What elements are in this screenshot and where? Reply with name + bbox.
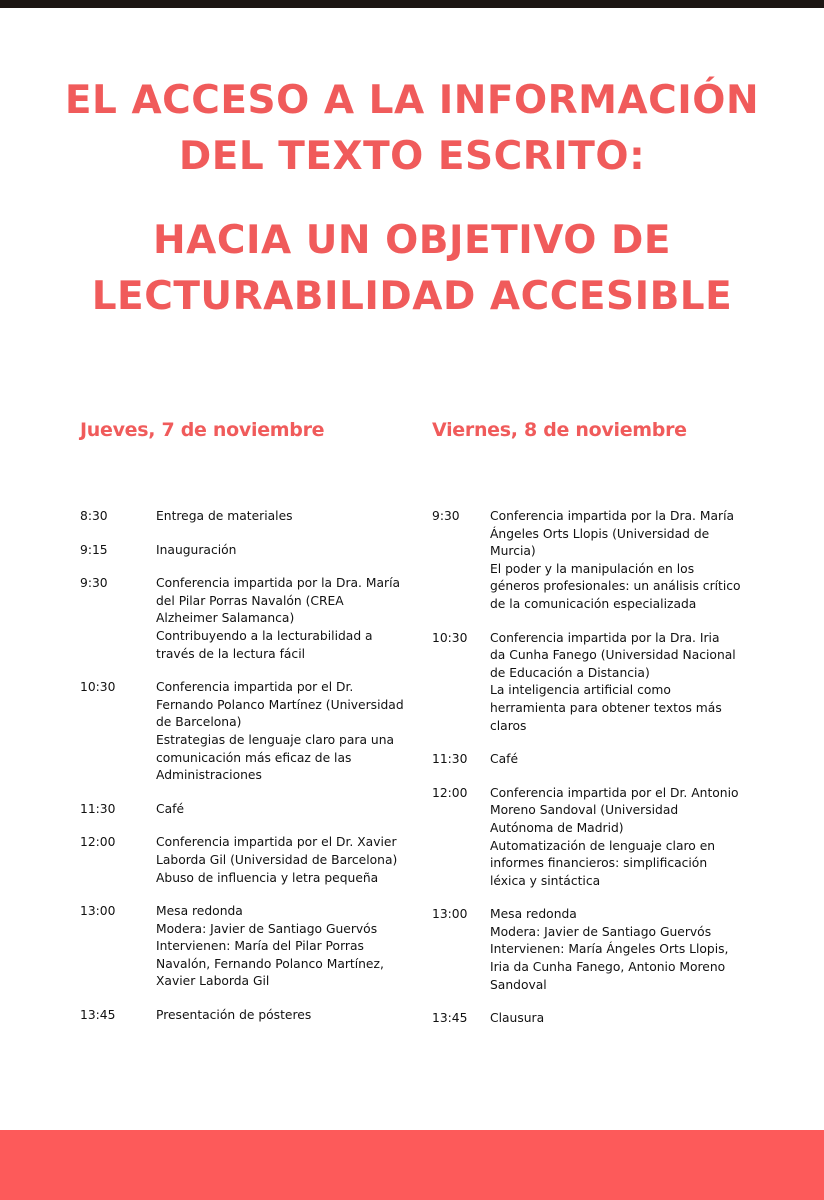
entry-line: Café [156,801,185,816]
entry-description [156,903,420,991]
entry-line: herramienta para obtener textos más [490,700,722,715]
entry-time: 10:30 [80,680,116,695]
entry-description [490,508,762,614]
schedule-entry [432,751,762,769]
event-title [0,73,824,185]
entry-line: del Pilar Porras Navalón (CREA [156,593,344,608]
entry-time: 11:30 [80,801,116,816]
entry-line: Estrategias de lenguaje claro para una [156,732,395,747]
entry-line: Modera: Javier de Santiago Guervós [156,921,378,936]
entry-line: Conferencia impartida por el Dr. [156,680,354,695]
schedule-entry [80,542,420,560]
title-line: DEL TEXTO ESCRITO: [178,134,646,179]
bottom-footer-bar [0,1130,824,1200]
event-subtitle [0,213,824,325]
entry-line: Fernando Polanco Martínez (Universidad [156,697,404,712]
entry-description [156,679,420,785]
entry-line: claros [490,718,527,733]
entry-line: informes financieros: simplificación [490,856,708,871]
entry-line: Café [490,752,519,767]
entry-line: Laborda Gil (Universidad de Barcelona) [156,852,398,867]
entry-time: 9:30 [80,576,108,591]
day-heading-thursday: Jueves, 7 de noviembre [80,419,325,441]
entry-time: 9:15 [80,542,108,557]
entry-description [156,801,420,819]
entry-description [156,508,420,526]
entry-line: Sandoval [490,977,547,992]
entry-line: Ángeles Orts Llopis (Universidad de [490,526,710,541]
schedule-entry [432,785,762,891]
top-border-bar [0,0,824,8]
entry-line: Moreno Sandoval (Universidad [490,803,679,818]
entry-description [490,751,762,769]
entry-description [490,1010,762,1028]
entry-line: Automatización de lenguaje claro en [490,838,716,853]
schedule-entry [432,630,762,736]
schedule-entry [80,834,420,887]
entry-line: Conferencia impartida por la Dra. Iria [490,630,720,645]
entry-line: Presentación de pósteres [156,1008,312,1023]
entry-description [156,542,420,560]
entry-description [490,906,762,994]
entry-line: Modera: Javier de Santiago Guervós [490,924,712,939]
entry-time: 9:30 [432,509,460,523]
entry-time: 12:00 [432,785,468,800]
schedule-thursday [80,508,420,1041]
schedule-entry [80,575,420,663]
entry-time: 13:45 [80,1008,116,1023]
entry-line: Inauguración [156,542,237,557]
entry-line: El poder y la manipulación en los [490,561,695,576]
entry-line: Alzheimer Salamanca) [156,611,295,626]
entry-line: Entrega de materiales [156,509,293,523]
day-heading-friday: Viernes, 8 de noviembre [432,419,687,441]
entry-time: 13:00 [80,904,116,919]
schedule-entry [80,1007,420,1025]
entry-line: Administraciones [156,768,262,783]
schedule-entry [432,1010,762,1028]
entry-line: de Barcelona) [156,715,242,730]
entry-line: Mesa redonda [490,907,577,922]
entry-line: Clausura [490,1011,545,1026]
entry-time: 8:30 [80,509,108,523]
entry-description [490,785,762,891]
entry-description [156,834,420,887]
entry-line: Murcia) [490,544,536,559]
entry-time: 10:30 [432,630,468,645]
entry-description [490,630,762,736]
entry-line: La inteligencia artificial como [490,683,671,698]
entry-line: Conferencia impartida por la Dra. María [156,576,401,591]
schedule-entry [432,508,762,614]
entry-line: Iria da Cunha Fanego, Antonio Moreno [490,960,726,975]
schedule-entry [80,508,420,526]
entry-time: 11:30 [432,752,468,767]
entry-line: Conferencia impartida por el Dr. Xavier [156,835,397,850]
entry-line: léxica y sintáctica [490,873,601,888]
entry-time: 12:00 [80,835,116,850]
title-line: EL ACCESO A LA INFORMACIÓN [64,78,760,123]
schedule-entry [80,679,420,785]
entry-line: Contribuyendo a la lecturabilidad a [156,628,373,643]
entry-line: Intervienen: María Ángeles Orts Llopis, [490,942,729,957]
entry-line: Mesa redonda [156,904,243,919]
subtitle-line: LECTURABILIDAD ACCESIBLE [91,274,733,319]
entry-line: Conferencia impartida por la Dra. María [490,509,735,523]
entry-line: de la comunicación especializada [490,596,697,611]
entry-time: 13:45 [432,1011,468,1026]
entry-time: 13:00 [432,907,468,922]
entry-line: Xavier Laborda Gil [156,974,270,989]
entry-line: géneros profesionales: un análisis crítico [490,579,741,594]
schedule-entry [80,903,420,991]
entry-line: de Educación a Distancia) [490,665,650,680]
entry-line: comunicación más eficaz de las [156,750,352,765]
entry-description [156,1007,420,1025]
subtitle-line: HACIA UN OBJETIVO DE [153,218,671,263]
entry-line: Abuso de influencia y letra pequeña [156,870,379,885]
schedule-friday [432,508,762,1044]
entry-description [156,575,420,663]
entry-line: Navalón, Fernando Polanco Martínez, [156,956,384,971]
entry-line: través de la lectura fácil [156,646,306,661]
entry-line: da Cunha Fanego (Universidad Nacional [490,648,736,663]
entry-line: Autónoma de Madrid) [490,820,624,835]
schedule-entry [432,906,762,994]
entry-line: Intervienen: María del Pilar Porras [156,939,364,954]
entry-line: Conferencia impartida por el Dr. Antonio [490,785,739,800]
schedule-entry [80,801,420,819]
